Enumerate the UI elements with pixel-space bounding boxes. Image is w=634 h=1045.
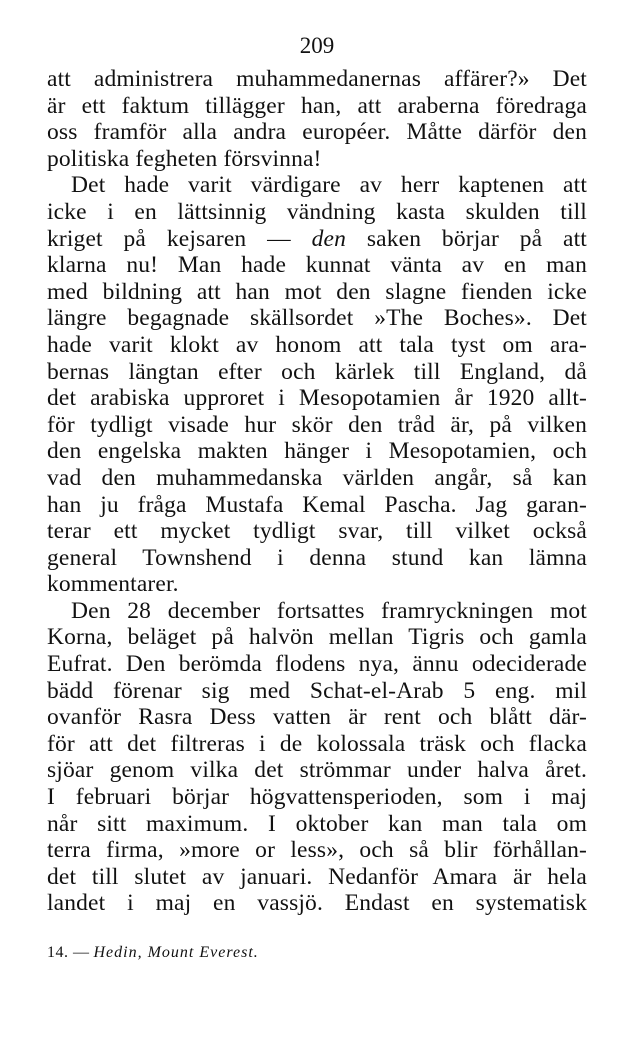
text-line: med bildning att han mot den slagne fienden icke [47, 278, 587, 305]
text-line: sjöar genom vilka det strömmar under halva året. [47, 757, 587, 784]
text-line: I februari börjar högvattensperioden, som i maj [47, 784, 587, 811]
body-text [47, 66, 587, 917]
page-number: 209 [299, 33, 335, 58]
text-line: icke i en lättsinnig vändning kasta skulden till [47, 198, 587, 225]
text-line: bernas längtan efter och kärlek till England, då [47, 358, 587, 385]
text-line: kommentarer. [47, 571, 179, 598]
text-line: för att det filtreras i de kolossala träsk och flacka [47, 730, 587, 757]
text-line: för tydligt visade hur skör den tråd är, på vilken [47, 411, 587, 438]
text-line: terra firma, »more or less», och så blir förhållan- [47, 837, 587, 864]
text-line: kriget på kejsaren — den saken börjar på att [47, 225, 587, 252]
text-line: general Townshend i denna stund kan lämna [47, 544, 587, 571]
text-line: längre begagnade skällsordet »The Boches». Det [47, 305, 587, 332]
text-line: politiska fegheten försvinna! [47, 145, 322, 172]
text-line: vad den muhammedanska världen angår, så kan [47, 464, 587, 491]
text-line: hade varit klokt av honom att tala tyst om ara- [47, 331, 587, 358]
text-line: terar ett mycket tydligt svar, till vilket också [47, 518, 587, 545]
signature-line [47, 943, 259, 963]
text-line: landet i maj en vassjö. Endast en systematisk [47, 890, 587, 917]
text-line: Det hade varit värdigare av herr kaptenen att [71, 172, 587, 199]
text-line: att administrera muhammedanernas affärer?» Det [47, 66, 587, 92]
text-line: bädd förenar sig med Schat-el-Arab 5 eng. mil [47, 677, 587, 704]
text-line: han ju fråga Mustafa Kemal Pascha. Jag garan- [47, 491, 587, 518]
signature-title: Hedin, Mount Everest. [93, 944, 259, 961]
text-line: Eufrat. Den berömda flodens nya, ännu odeciderade [47, 651, 587, 678]
text-line: Korna, beläget på halvön mellan Tigris och gamla [47, 624, 587, 651]
text-line: är ett faktum tillägger han, att araberna föredraga [47, 92, 587, 119]
text-line: den engelska makten hänger i Mesopotamien, och [47, 438, 587, 465]
text-line: Den 28 december fortsattes framryckningen mot [71, 597, 587, 624]
text-line: ovanför Rasra Dess vatten är rent och blått där- [47, 704, 587, 731]
emphasized-word: den [311, 225, 347, 252]
text-line: det till slutet av januari. Nedanför Amara är hela [47, 863, 587, 890]
text-line: det arabiska upproret i Mesopotamien år 1920 allt- [47, 385, 587, 412]
text-line: klarna nu! Man hade kunnat vänta av en man [47, 252, 587, 279]
text-line: når sitt maximum. I oktober kan man tala om [47, 810, 587, 837]
text-line: oss framför alla andra européer. Måtte därför den [47, 119, 587, 146]
signature-number: 14. — [47, 944, 90, 961]
